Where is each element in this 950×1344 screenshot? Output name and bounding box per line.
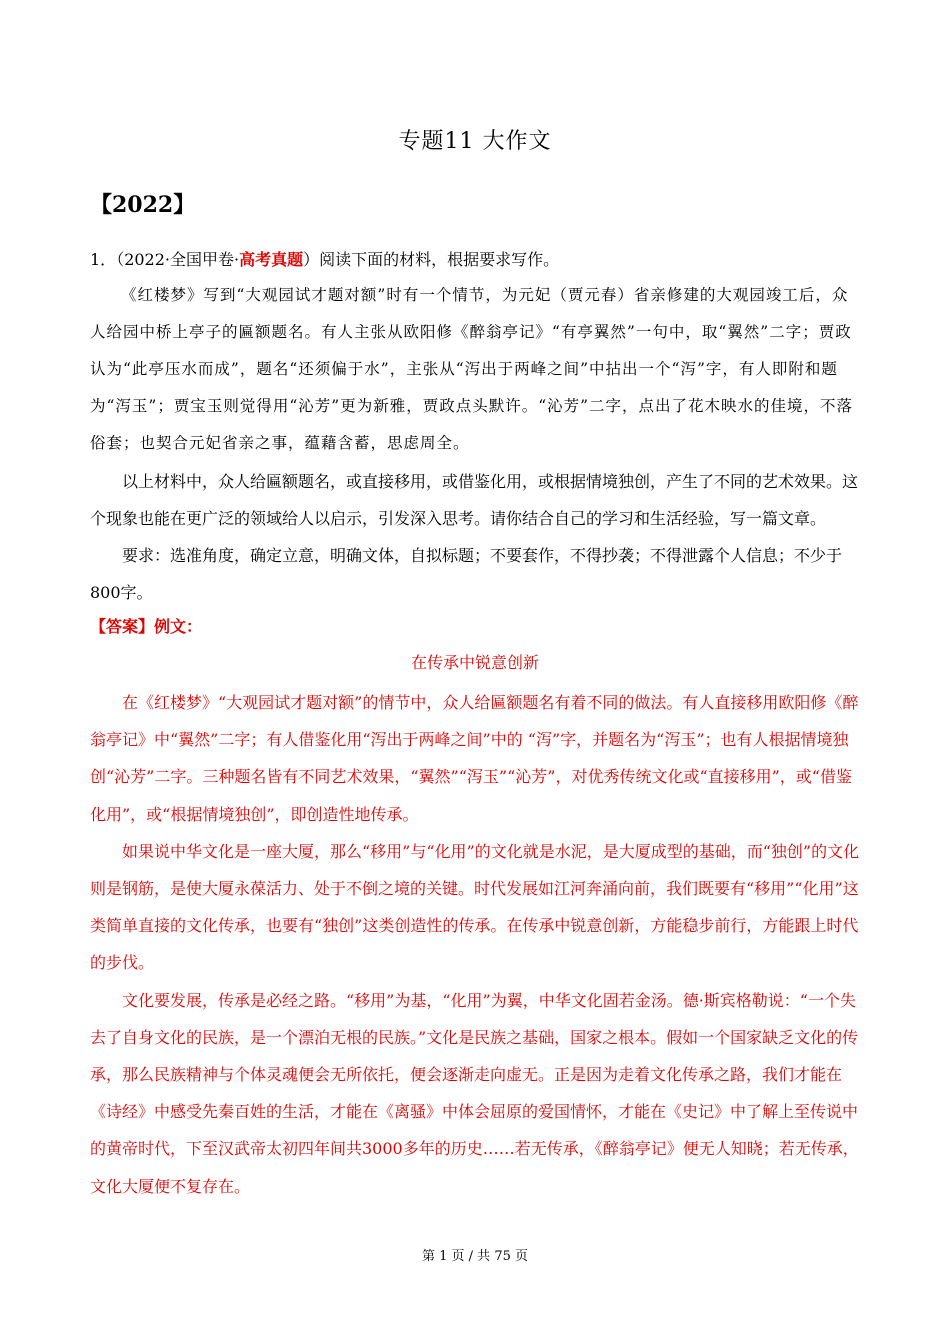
question-instructions [90,463,862,611]
question-material [90,277,862,462]
essay-paragraph-3: 文化要发展，传承是必经之路。“移用”为基，“化用”为翼，中华文化固若金汤。德·斯宾格勒说：“一个失去了自身文化的民族，是一个漂泊无根的民族。”文化是民族之基础，国家之根本。假如一个国家缺乏文化的传承，那么民族精神与个体灵魂便会无所依托，便会逐渐走向虚无。正是因为走着文化传承之路，我们才能在《诗经》中感受先秦百姓的生活，才能在《离骚》中体会屈原的爱国情怀，才能在《史记》中了解上至传说中的黄帝时代，下至汉武帝太初四年间共3000多年的历史……若无传承，《醉翁亭记》便无人知晓；若无传承，文化大厦便不复存在。 [90,990,859,1196]
question-source-prefix: （2022·全国甲卷· [116,250,240,269]
answer-label: 【答案】例文： [90,617,203,636]
page-title: 专题11 大作文 [398,129,552,154]
instruction-paragraph: 以上材料中，众人给匾额题名，或直接移用，或借鉴化用，或根据情境独创，产生了不同的艺术效果。这个现象也能在更广泛的领域给人以启示，引发深入思考。请你结合自己的学习和生活经验，写一篇文章。 [90,472,859,528]
year-heading: 【2022】 [90,192,196,218]
essay-paragraph-1: 在《红楼梦》“大观园试才题对额”的情节中，众人给匾额题名有着不同的做法。有人直接移用欧阳修《醉翁亭记》中“翼然”二字；有人借鉴化用“泻出于两峰之间”中的 “泻”字，并题名为“泻玉”；也有人根据情境独创“沁芳”二字。三种题名皆有不同艺术效果，“翼然”“泻玉”“沁芳”，对优秀传统文化或“直接移用”，或“借鉴化用”，或“根据情境独创”，即创造性地传承。 [90,693,859,824]
question-header [90,241,862,278]
material-paragraph: 《红楼梦》写到“大观园试才题对额”时有一个情节，为元妃（贾元春）省亲修建的大观园竣工后，众人给园中桥上亭子的匾额题名。有人主张从欧阳修《醉翁亭记》“有亭翼然”一句中，取“翼然”二字；贾政认为“此亭压水而成”，题名“还须偏于水”，主张从“泻出于两峰之间”中拈出一个“泻”字，有人即附和题为“泻玉”；贾宝玉则觉得用“沁芳”更为新雅，贾政点头默许。“沁芳”二字，点出了花木映水的佳境，不落俗套；也契合元妃省亲之事，蕴藉含蓄，思虑周全。 [90,286,854,452]
essay-body [90,684,862,1205]
question-source-suffix: ）阅读下面的材料，根据要求写作。 [303,250,560,269]
essay-paragraph-2: 如果说中华文化是一座大厦，那么“移用”与“化用”的文化就是水泥，是大厦成型的基础，而“独创”的文化则是钢筋，是使大厦永葆活力、处于不倒之境的关键。时代发展如江河奔涌向前，我们既要有“移用”“化用”这类简单直接的文化传承，也要有“独创”这类创造性的传承。在传承中锐意创新，方能稳步前行，方能跟上时代的步伐。 [90,841,860,973]
question-source-highlight: 高考真题 [239,250,304,269]
question-number: 1． [90,250,117,269]
requirement-paragraph: 要求：选准角度，确定立意，明确文体，自拟标题；不要套作，不得抄袭；不得泄露个人信息；不少于800字。 [90,546,843,602]
page-footer: 第 1 页 / 共 75 页 [422,1249,528,1264]
essay-title: 在传承中锐意创新 [410,653,539,672]
